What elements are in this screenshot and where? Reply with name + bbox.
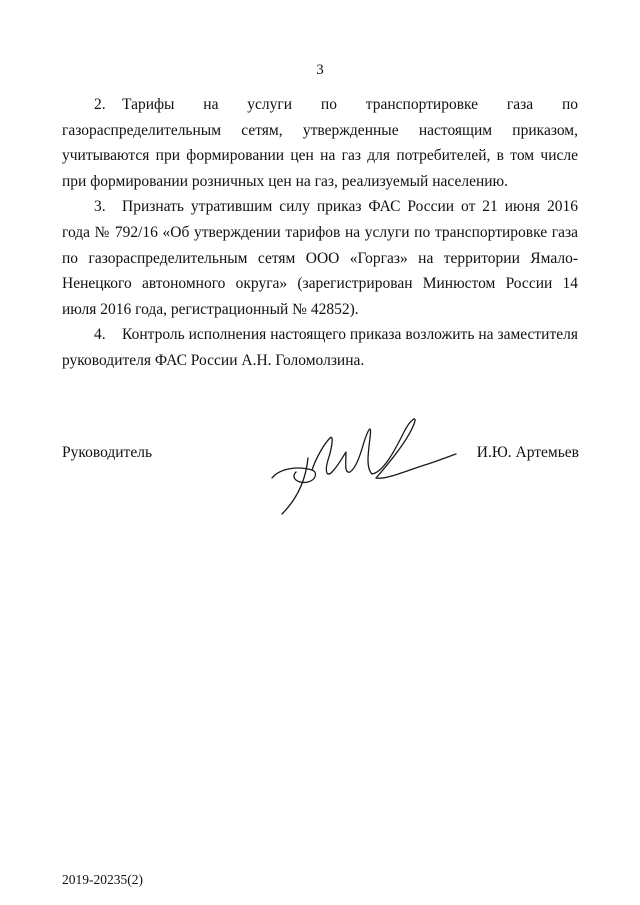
paragraph-text: Контроль исполнения настоящего приказа возложить на заместителя руководителя ФАС России А.Н. Голомолзина. <box>62 326 578 369</box>
paragraph-number: 4. <box>94 326 106 344</box>
handwritten-signature <box>268 408 458 520</box>
paragraph-3 <box>62 194 578 322</box>
paragraph-number: 3. <box>94 198 106 216</box>
paragraph-text: Тарифы на услуги по транспортировке газа по газораспределительным сетям, утвержденные настоящим приказом, учитываются при формировании цен на газ для потребителей, в том числе при формировании розничных цен на газ, реализуемый населению. <box>62 96 578 190</box>
page-number: 3 <box>316 62 324 78</box>
paragraph-2 <box>62 92 578 194</box>
paragraph-4 <box>62 322 578 373</box>
document-code: 2019-20235(2) <box>62 872 143 887</box>
signatory-title: Руководитель <box>62 444 153 461</box>
paragraph-number: 2. <box>94 96 106 113</box>
signatory-name: И.Ю. Артемьев <box>476 444 579 461</box>
document-body <box>62 92 578 374</box>
paragraph-text: Признать утратившим силу приказ ФАС России от 21 июня 2016 года № 792/16 «Об утверждении тарифов на услуги по транспортировке газа по газораспределительным сетям ООО «Горгаз» на территории Ямало-Ненецкого автономного округа» (зарегистрирован Минюстом России 14 июля 2016 года, регистрационный № 42852). <box>62 198 578 318</box>
